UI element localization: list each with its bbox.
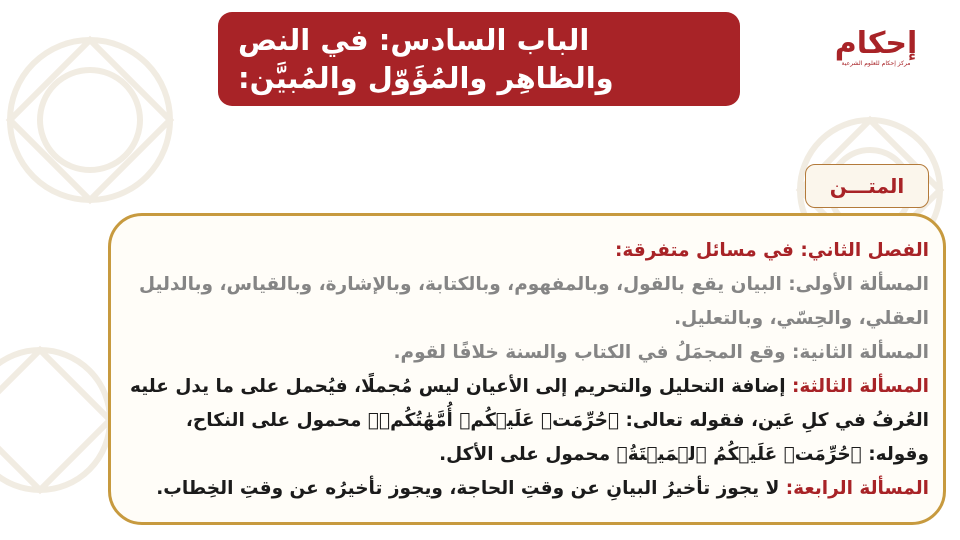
title-banner [218, 12, 740, 106]
section-label: المتـــن [805, 164, 929, 208]
issue-3-text: إضافة التحليل والتحريم إلى الأعيان ليس مُجملًا، فيُحمل على ما يدل عليه العُرفُ في كلِ عَين، فقوله تعالى: ﴿حُرِّمَتۡ عَلَيۡكُمۡ أُمَّهَٰتُكُمۡ﴾ محمول على النكاح، وقوله: ﴿حُرِّمَتۡ عَلَيۡكُمُ ٱلۡمَيۡتَةُ﴾ محمول على الأكل. [129, 376, 929, 465]
title-line-1: الباب السادس: في النص [238, 23, 590, 57]
issue-3 [129, 370, 929, 472]
issue-2 [129, 336, 929, 370]
issue-1-text: البيان يقع بالقول، وبالمفهوم، وبالكتابة، وبالإشارة، وبالقياس، وبالدليل العقلي، والحِسّي، وبالتعليل. [138, 274, 929, 329]
content-panel [108, 213, 946, 525]
issue-3-label: المسألة الثالثة: [792, 376, 929, 397]
logo [834, 26, 918, 94]
issue-2-text: وقع المجمَلُ في الكتاب والسنة خلافًا لقوم. [393, 342, 793, 363]
issue-1 [129, 268, 929, 336]
issue-1-label: المسألة الأولى: [788, 274, 929, 295]
issue-4 [129, 472, 929, 506]
title-line-2: والظاهِر والمُؤَوّل والمُبيَّن: [238, 61, 614, 95]
logo-name: إحكام [834, 26, 918, 61]
issue-4-text: لا يجوز تأخيرُ البيانِ عن وقتِ الحاجة، ويجوز تأخيرُه عن وقتِ الخِطاب. [156, 478, 786, 499]
chapter-heading: الفصل الثاني: في مسائل متفرقة: [614, 240, 929, 261]
issue-4-label: المسألة الرابعة: [785, 478, 929, 499]
issue-2-label: المسألة الثانية: [792, 342, 929, 363]
logo-subtitle: مركز إحكام للعلوم الشرعية [841, 60, 911, 67]
